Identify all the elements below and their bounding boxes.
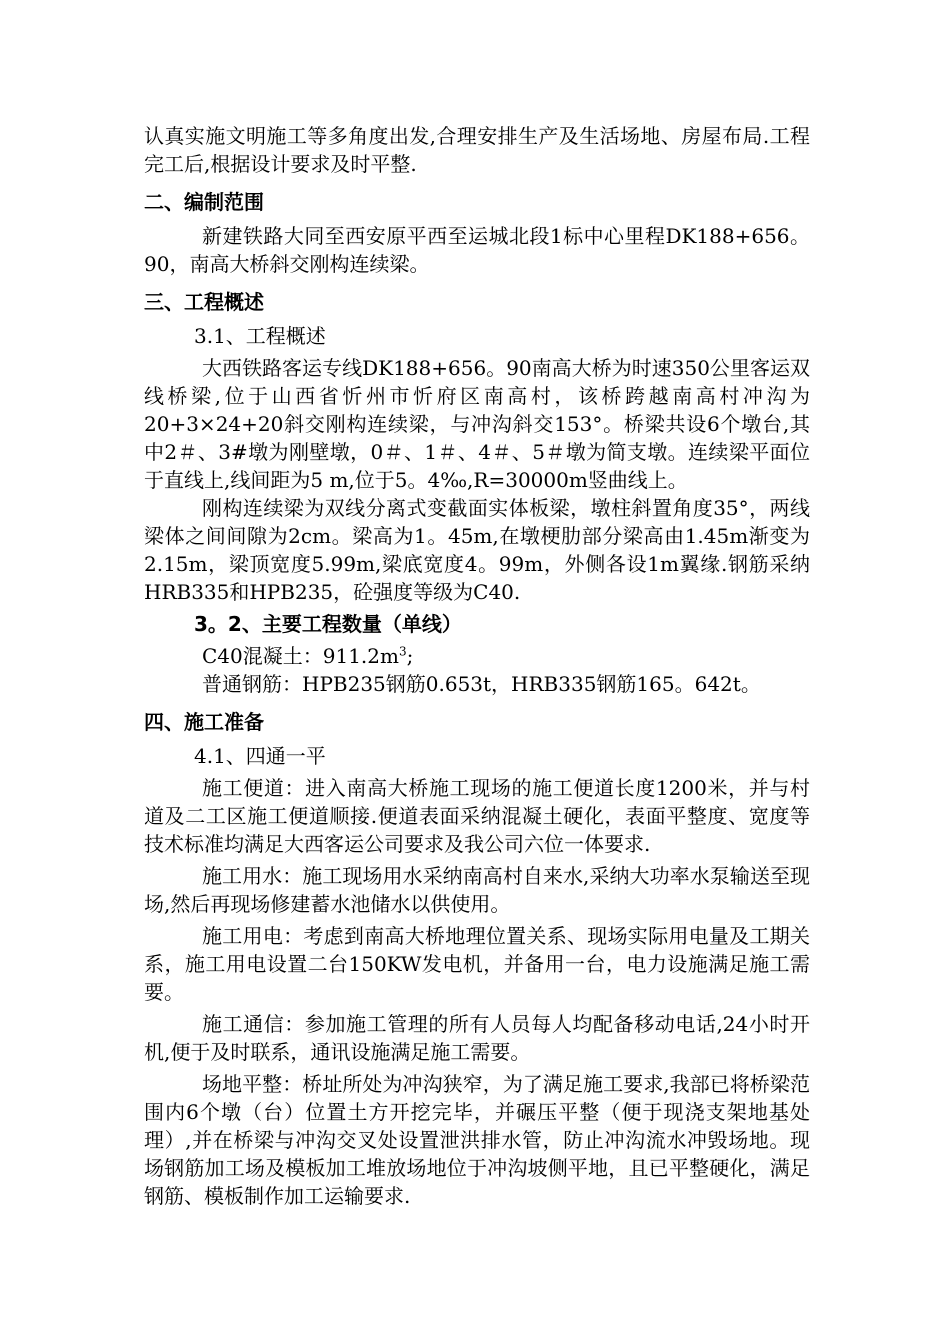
scope-paragraph: 新建铁路大同至西安原平西至运城北段1标中心里程DK188+656。90，南高大桥斜交刚构连续梁。 [144, 224, 810, 276]
subheading-four-connections: 4.1、四通一平 [194, 744, 326, 768]
overview-paragraph-2: 刚构连续梁为双线分离式变截面实体板梁，墩柱斜置角度35°，两线梁体之间间隙为2cm。梁高为1。45m,在墩梗肋部分梁高由1.45m渐变为2.15m，梁顶宽度5.99m,梁底宽度4。99m，外侧各设1m翼缘.钢筋采纳HRB335和HPB235，砼强度等级为C40. [144, 496, 810, 604]
power-paragraph: 施工用电：考虑到南高大桥地理位置关系、现场实际用电量及工期关系，施工用电设置二台150KW发电机，并备用一台，电力设施满足施工需要。 [144, 924, 810, 1004]
site-leveling-paragraph: 场地平整：桥址所处为冲沟狭窄，为了满足施工要求,我部已将桥梁范围内6个墩（台）位置土方开挖完毕，并碾压平整（便于现浇支架地基处理）,并在桥梁与冲沟交叉处设置泄洪排水管，防止冲沟流水冲毁场地。现场钢筋加工场及模板加工堆放场地位于冲沟坡侧平地，且已平整硬化，满足钢筋、模板制作加工运输要求. [144, 1072, 810, 1208]
water-paragraph: 施工用水：施工现场用水采纳南高村自来水,采纳大功率水泵输送至现场,然后再现场修建蓄水池储水以供使用。 [144, 864, 810, 916]
communication-paragraph: 施工通信：参加施工管理的所有人员每人均配备移动电话,24小时开机,便于及时联系，通讯设施满足施工需要。 [144, 1012, 810, 1064]
overview-paragraph-1: 大西铁路客运专线DK188+656。90南高大桥为时速350公里客运双线桥梁,位于山西省忻州市忻府区南高村，该桥跨越南高村冲沟为20+3×24+20斜交刚构连续梁，与冲沟斜交153°。桥梁共设6个墩台,其中2＃、3#墩为刚壁墩，0＃、1＃、4＃、5＃墩为简支墩。连续梁平面位于直线上,线间距为5 m,位于5。4‰,R=30000m竖曲线上。 [144, 356, 810, 492]
subheading-overview: 3.1、工程概述 [194, 324, 326, 348]
intro-paragraph: 认真实施文明施工等多角度出发,合理安排生产及生活场地、房屋布局.工程完工后,根据设计要求及时平整. [144, 124, 810, 176]
road-paragraph: 施工便道：进入南高大桥施工现场的施工便道长度1200米，并与村道及二工区施工便道顺接.便道表面采纳混凝土硬化，表面平整度、宽度等技术标准均满足大西客运公司要求及我公司六位一体要求. [144, 776, 810, 856]
section-heading-preparation: 四、施工准备 [144, 710, 264, 734]
concrete-text: C40混凝土：911.2m [202, 644, 399, 668]
quantity-concrete [202, 642, 810, 670]
concrete-superscript: 3 [398, 644, 407, 659]
section-heading-scope: 二、编制范围 [144, 190, 264, 214]
quantity-steel: 普通钢筋：HPB235钢筋0.653t，HRB335钢筋165。642t。 [202, 672, 761, 696]
section-heading-overview: 三、工程概述 [144, 290, 264, 314]
concrete-end: ; [406, 644, 414, 668]
subheading-quantities: 3。2、主要工程数量（单线） [194, 612, 462, 636]
